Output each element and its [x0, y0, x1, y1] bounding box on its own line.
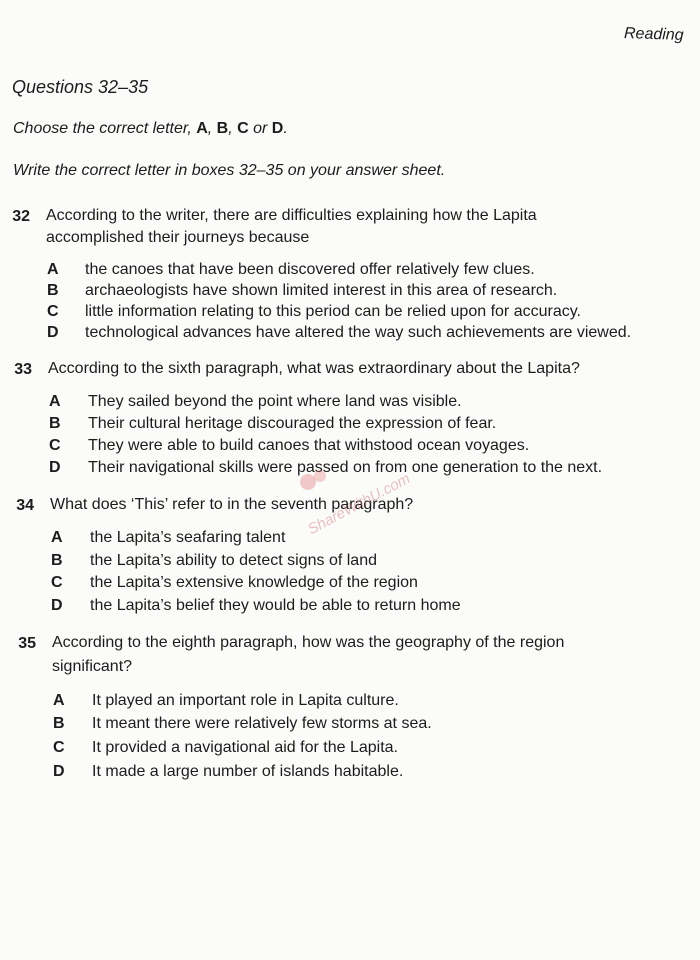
option-letter: B: [47, 282, 59, 299]
instruction-letter-c: C: [237, 120, 249, 137]
option-letter: C: [47, 303, 59, 320]
option-letter: A: [53, 692, 65, 709]
option-text: They were able to build canoes that withstood ocean voyages.: [88, 437, 530, 454]
option-letter: D: [53, 763, 65, 780]
option-text: Their navigational skills were passed on from one generation to the next.: [88, 459, 603, 476]
question-number: 32: [12, 208, 30, 225]
option-text: the Lapita’s seafaring talent: [90, 529, 286, 546]
option-letter: A: [49, 393, 61, 410]
option-letter: C: [51, 574, 63, 591]
instruction-choose-letter: [13, 120, 288, 138]
watermark-text: ShareWithU.com: [305, 470, 413, 539]
instruction-pre: Choose the correct letter,: [13, 120, 197, 137]
instruction-letter-d: D: [271, 120, 284, 137]
option-text: It provided a navigational aid for the Lapita.: [92, 739, 398, 756]
option-letter: D: [49, 459, 61, 476]
option-text: It played an important role in Lapita culture.: [92, 692, 399, 709]
option-text: little information relating to this period can be relied upon for accuracy.: [85, 303, 581, 320]
question-stem-line-1: What does ‘This’ refer to in the seventh paragraph?: [50, 496, 414, 513]
option-letter: D: [47, 324, 59, 341]
option-text: the Lapita’s belief they would be able to return home: [90, 597, 461, 614]
instruction-letter-a: A: [196, 120, 208, 137]
option-text: the Lapita’s extensive knowledge of the region: [90, 574, 418, 591]
question-stem-line-1: According to the writer, there are difficulties explaining how the Lapita: [46, 207, 537, 224]
option-text: the canoes that have been discovered offer relatively few clues.: [85, 261, 535, 278]
option-letter: B: [53, 715, 65, 732]
section-header: Reading: [623, 24, 684, 45]
option-letter: A: [51, 529, 63, 546]
question-number: 35: [18, 635, 36, 652]
question-stem-line-1: According to the sixth paragraph, what was extraordinary about the Lapita?: [48, 360, 580, 377]
option-text: It meant there were relatively few storms at sea.: [92, 715, 432, 732]
option-text: They sailed beyond the point where land was visible.: [88, 393, 462, 410]
question-number: 33: [14, 361, 32, 378]
instruction-post: .: [283, 120, 288, 137]
watermark-logo: [258, 440, 418, 540]
option-letter: B: [51, 552, 63, 569]
instruction-mid: or: [248, 120, 272, 137]
option-letter: D: [51, 597, 63, 614]
question-stem-line-1: According to the eighth paragraph, how was the geography of the region: [52, 634, 565, 651]
instruction-letter-b: B: [216, 120, 229, 137]
option-letter: A: [47, 261, 59, 278]
option-text: Their cultural heritage discouraged the expression of fear.: [88, 415, 497, 432]
option-letter: C: [53, 739, 65, 756]
instruction-answer-sheet: Write the correct letter in boxes 32–35 on your answer sheet.: [13, 162, 446, 179]
option-letter: C: [49, 437, 61, 454]
question-stem-line-2: significant?: [52, 658, 133, 675]
option-letter: B: [49, 415, 61, 432]
option-text: It made a large number of islands habitable.: [92, 763, 404, 780]
option-text: technological advances have altered the way such achievements are viewed.: [85, 324, 632, 341]
option-text: the Lapita’s ability to detect signs of land: [90, 552, 377, 569]
option-text: archaeologists have shown limited interest in this area of research.: [85, 282, 558, 299]
question-number: 34: [16, 497, 34, 514]
instruction-sep-2: ,: [228, 120, 238, 137]
instruction-sep-1: ,: [207, 120, 217, 137]
question-stem-line-2: accomplished their journeys because: [46, 229, 310, 246]
questions-heading: Questions 32–35: [12, 77, 149, 97]
